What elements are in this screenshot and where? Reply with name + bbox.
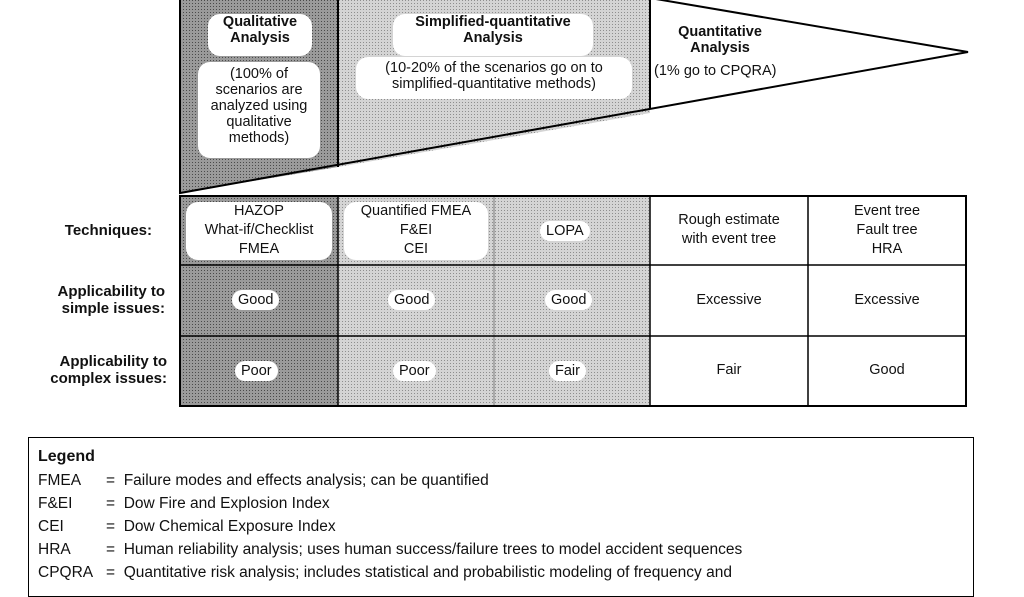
legend-abbr-cei: CEI	[38, 518, 64, 535]
legend-abbr-hra: HRA	[38, 541, 71, 558]
complex-rating-1: Poor	[235, 361, 278, 381]
technique-cell-1	[186, 202, 332, 260]
legend-item-fei	[38, 495, 330, 513]
simplified-title-box	[393, 14, 593, 56]
simplified-desc-line2: simplified-quantitative methods)	[392, 76, 596, 92]
simplified-title-line1: Simplified-quantitative	[415, 14, 571, 30]
technique-1-line1: HAZOP	[234, 203, 284, 219]
row-label-simple-line1: Applicability to	[57, 283, 165, 300]
quantitative-desc: (1% go to CPQRA)	[654, 63, 777, 79]
legend-sep-cpqra: =	[106, 564, 116, 581]
legend-item-cpqra	[38, 564, 732, 582]
legend-item-hra	[38, 541, 742, 559]
complex-rating-4: Fair	[716, 362, 742, 378]
qualitative-desc-line3: analyzed using	[210, 98, 308, 114]
legend-abbr-fei: F&EI	[38, 495, 73, 512]
row-label-simple-line2: simple issues:	[61, 300, 165, 317]
legend-sep-fei: =	[106, 495, 116, 512]
quantitative-title-line2: Analysis	[690, 40, 750, 56]
technique-4-line1: Rough estimate	[678, 212, 780, 228]
simplified-title-line2: Analysis	[463, 30, 523, 46]
technique-2-line1: Quantified FMEA	[360, 203, 472, 219]
legend-sep-fmea: =	[106, 472, 116, 489]
simple-rating-1: Good	[232, 290, 279, 310]
qualitative-desc-box	[198, 62, 320, 158]
qualitative-desc-line2: scenarios are	[215, 82, 303, 98]
technique-2-line3: CEI	[403, 241, 429, 257]
technique-5-line2: Fault tree	[856, 222, 918, 238]
row-label-techniques: Techniques:	[64, 222, 152, 239]
row-label-complex	[20, 353, 167, 387]
technique-cell-5	[810, 202, 964, 259]
row-label-simple	[20, 283, 165, 317]
legend-item-cei	[38, 518, 336, 536]
qualitative-desc-line1: (100% of	[229, 66, 289, 82]
simple-rating-2: Good	[388, 290, 435, 310]
technique-cell-2	[344, 202, 488, 260]
qualitative-desc-line5: methods)	[228, 130, 290, 146]
legend-text-hra: Human reliability analysis; uses human success/failure trees to model accident sequences	[123, 541, 743, 558]
legend-abbr-fmea: FMEA	[38, 472, 82, 489]
simple-rating-3: Good	[545, 290, 592, 310]
quantitative-title	[662, 24, 778, 56]
simple-rating-5: Excessive	[854, 292, 920, 308]
technique-1-line2: What-if/Checklist	[204, 222, 314, 238]
simple-rating-4: Excessive	[696, 292, 762, 308]
complex-rating-2: Poor	[393, 361, 436, 381]
legend-text-fei: Dow Fire and Explosion Index	[123, 495, 330, 512]
simplified-desc-box	[356, 57, 632, 99]
technique-2-line2: F&EI	[399, 222, 433, 238]
technique-1-line3: FMEA	[238, 241, 280, 257]
quantitative-title-line1: Quantitative	[678, 24, 762, 40]
legend-abbr-cpqra: CPQRA	[38, 564, 94, 581]
qualitative-title-line1: Qualitative	[222, 14, 298, 30]
technique-5-line1: Event tree	[853, 203, 921, 219]
legend-item-fmea	[38, 472, 489, 490]
technique-cell-4	[652, 211, 806, 249]
legend-sep-cei: =	[106, 518, 116, 535]
qualitative-title-line2: Analysis	[230, 30, 290, 46]
legend-text-cei: Dow Chemical Exposure Index	[123, 518, 336, 535]
technique-4-line2: with event tree	[681, 231, 777, 247]
row-label-complex-line2: complex issues:	[50, 370, 167, 387]
legend-title: Legend	[38, 448, 95, 465]
complex-rating-3: Fair	[549, 361, 586, 381]
legend-text-cpqra: Quantitative risk analysis; includes statistical and probabilistic modeling of frequency and	[123, 564, 732, 581]
legend-box	[28, 437, 974, 597]
qualitative-title-box	[208, 14, 312, 56]
legend-sep-hra: =	[106, 541, 116, 558]
complex-rating-5: Good	[869, 362, 905, 378]
simplified-desc-line1: (10-20% of the scenarios go on to	[385, 60, 603, 76]
row-label-complex-line1: Applicability to	[59, 353, 167, 370]
technique-cell-3: LOPA	[540, 221, 590, 241]
technique-5-line3: HRA	[871, 241, 903, 257]
legend-text-fmea: Failure modes and effects analysis; can be quantified	[123, 472, 489, 489]
qualitative-desc-line4: qualitative	[226, 114, 292, 130]
